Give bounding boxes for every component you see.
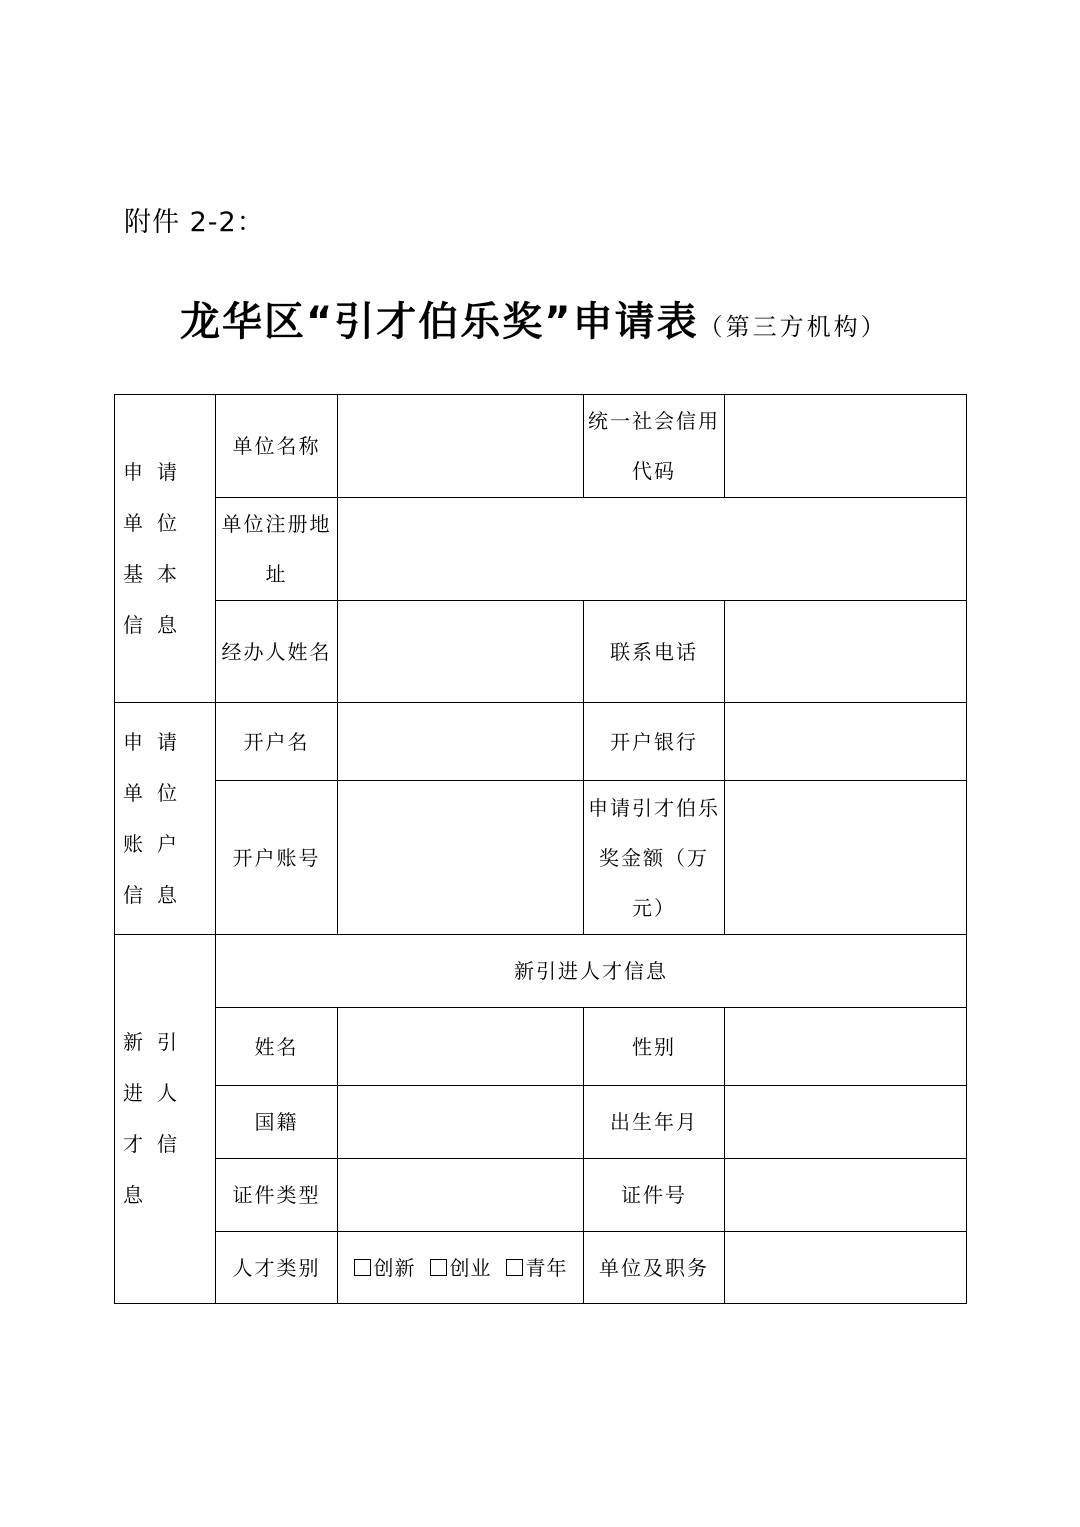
label-award-amount: 申请引才伯乐奖金额（万元） [584, 781, 725, 935]
input-id-number[interactable] [725, 1159, 967, 1232]
checkbox-entrepreneurship[interactable] [430, 1259, 447, 1276]
input-id-type[interactable] [338, 1159, 584, 1232]
input-bank[interactable] [725, 703, 967, 781]
title-sub: （第三方机构） [698, 313, 888, 341]
talent-subheader: 新引进人才信息 [216, 935, 967, 1008]
label-category: 人才类别 [216, 1232, 338, 1304]
label-nationality: 国籍 [216, 1086, 338, 1159]
page-title [180, 290, 888, 347]
table-row [115, 395, 967, 498]
label-phone: 联系电话 [584, 601, 725, 703]
input-name[interactable] [338, 1008, 584, 1086]
input-position[interactable] [725, 1232, 967, 1304]
section-header-basic: 申请单位基本信息 [115, 395, 216, 703]
label-account-name: 开户名 [216, 703, 338, 781]
input-birth[interactable] [725, 1086, 967, 1159]
label-gender: 性别 [584, 1008, 725, 1086]
input-phone[interactable] [725, 601, 967, 703]
table-row [115, 781, 967, 935]
table-row [115, 601, 967, 703]
label-credit-code: 统一社会信用代码 [584, 395, 725, 498]
input-account-number[interactable] [338, 781, 584, 935]
category-options [338, 1232, 584, 1304]
table-row [115, 498, 967, 601]
label-handler-name: 经办人姓名 [216, 601, 338, 703]
section-header-account: 申请单位账户信息 [115, 703, 216, 935]
table-row [115, 1159, 967, 1232]
table-row [115, 1232, 967, 1304]
table-row [115, 1008, 967, 1086]
application-form-table [114, 394, 967, 1304]
input-handler-name[interactable] [338, 601, 584, 703]
table-row [115, 703, 967, 781]
attachment-label: 附件 2-2： [124, 207, 265, 238]
option-entrepreneurship[interactable] [430, 1256, 492, 1280]
label-name: 姓名 [216, 1008, 338, 1086]
table-row [115, 935, 967, 1008]
option-youth[interactable] [506, 1256, 568, 1280]
checkbox-youth[interactable] [506, 1259, 523, 1276]
input-reg-address[interactable] [338, 498, 967, 601]
input-unit-name[interactable] [338, 395, 584, 498]
label-id-number: 证件号 [584, 1159, 725, 1232]
label-bank: 开户银行 [584, 703, 725, 781]
label-id-type: 证件类型 [216, 1159, 338, 1232]
label-position: 单位及职务 [584, 1232, 725, 1304]
checkbox-innovation[interactable] [354, 1259, 371, 1276]
option-label: 创新 [373, 1255, 416, 1280]
option-label: 青年 [525, 1255, 568, 1280]
option-label: 创业 [449, 1255, 492, 1280]
table-row [115, 1086, 967, 1159]
label-reg-address: 单位注册地址 [216, 498, 338, 601]
label-account-number: 开户账号 [216, 781, 338, 935]
input-credit-code[interactable] [725, 395, 967, 498]
label-unit-name: 单位名称 [216, 395, 338, 498]
input-award-amount[interactable] [725, 781, 967, 935]
label-birth: 出生年月 [584, 1086, 725, 1159]
input-gender[interactable] [725, 1008, 967, 1086]
option-innovation[interactable] [354, 1256, 416, 1280]
title-main: 龙华区“引才伯乐奖”申请表 [180, 299, 699, 345]
input-account-name[interactable] [338, 703, 584, 781]
input-nationality[interactable] [338, 1086, 584, 1159]
section-header-talent: 新引进人才信息 [115, 935, 216, 1304]
